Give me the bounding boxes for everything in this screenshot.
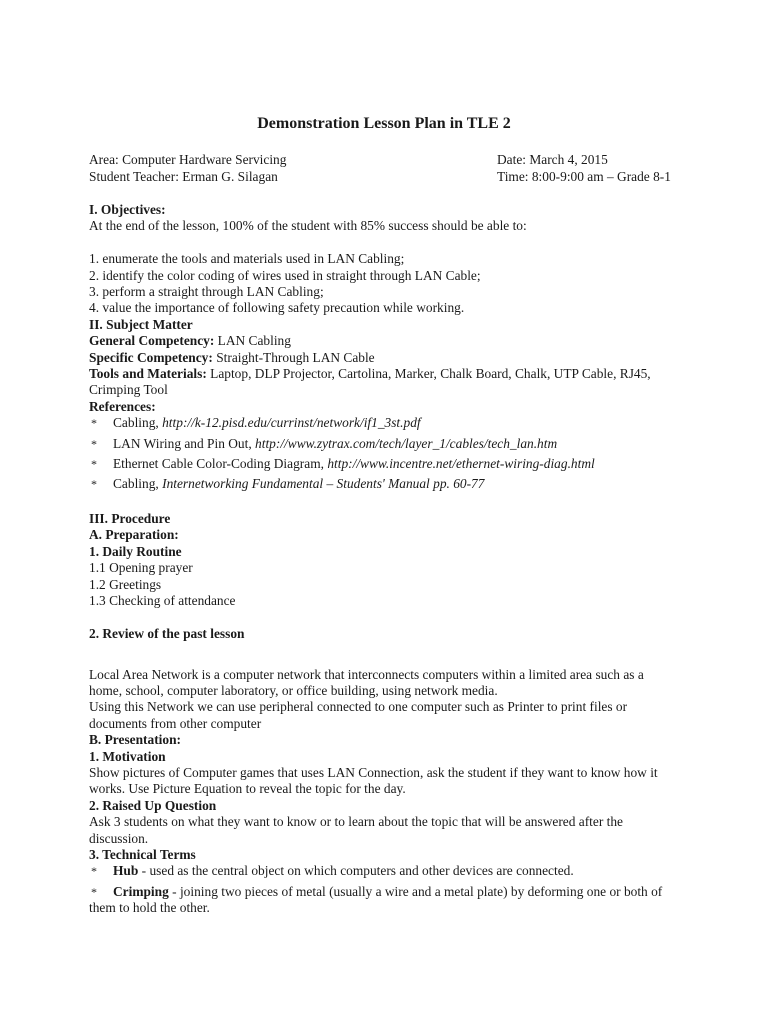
reference-text: LAN Wiring and Pin Out, [113, 435, 256, 451]
objective-item: 2. identify the color coding of wires used in straight through LAN Cable; [89, 267, 481, 283]
objective-item: 4. value the importance of following safety precaution while working. [89, 300, 465, 316]
specific-competency-value: Straight-Through LAN Cable [212, 349, 375, 365]
routine-item: 1.3 Checking of attendance [89, 592, 236, 608]
review-text: Using this Network we can use peripheral connected to one computer such as Printer to print files or [89, 699, 628, 715]
tools-materials-value: Laptop, DLP Projector, Cartolina, Marker, Chalk Board, Chalk, UTP Cable, RJ45, [206, 366, 651, 382]
student-teacher-field: Student Teacher: Erman G. Silagan [89, 169, 278, 184]
objectives-intro: At the end of the lesson, 100% of the student with 85% success should be able to: [89, 218, 527, 234]
area-field: Area: Computer Hardware Servicing [89, 152, 287, 167]
reference-item [89, 436, 689, 452]
procedure-heading: III. Procedure [89, 510, 171, 526]
routine-item: 1.1 Opening prayer [89, 560, 193, 576]
motivation-text: works. Use Picture Equation to reveal the topic for the day. [89, 781, 406, 797]
reference-text: Cabling, [113, 476, 163, 492]
date-field: Date: March 4, 2015 [497, 152, 608, 167]
tools-materials-cont: Crimping Tool [89, 382, 168, 398]
tools-materials-label: Tools and Materials: [89, 366, 207, 382]
objective-item: 3. perform a straight through LAN Cabling; [89, 284, 324, 300]
specific-competency-label: Specific Competency: [89, 349, 213, 365]
presentation-heading: B. Presentation: [89, 732, 181, 748]
time-field: Time: 8:00-9:00 am – Grade 8-1 [497, 169, 671, 184]
raised-question-text: Ask 3 students on what they want to know or to learn about the topic that will be answered after the [89, 814, 624, 830]
objectives-heading: I. Objectives: [89, 202, 166, 217]
general-competency [89, 333, 689, 349]
reference-item [89, 456, 689, 472]
page-title: Demonstration Lesson Plan in TLE 2 [257, 115, 511, 132]
bullet-star-icon: * [91, 436, 97, 451]
reference-citation: Internetworking Fundamental – Students' Manual pp. 60-77 [162, 476, 485, 492]
specific-competency [89, 350, 689, 366]
term-definition-cont: them to hold the other. [89, 900, 210, 916]
review-text: Local Area Network is a computer network that interconnects computers within a limited area such as a [89, 666, 644, 682]
bullet-star-icon: * [91, 457, 97, 472]
objective-item: 1. enumerate the tools and materials used in LAN Cabling; [89, 251, 405, 267]
review-text: home, school, computer laboratory, or office building, using network media. [89, 682, 498, 698]
reference-link[interactable]: http://k-12.pisd.edu/currinst/network/if1_3st.pdf [162, 415, 421, 431]
reference-link[interactable]: http://www.zytrax.com/tech/layer_1/cables/tech_lan.htm [255, 435, 558, 451]
reference-item [89, 415, 689, 431]
raised-question-heading: 2. Raised Up Question [89, 797, 217, 813]
term-definition: - joining two pieces of metal (usually a wire and a metal plate) by deforming one or both of [168, 883, 663, 899]
term-definition: - used as the central object on which computers and other devices are connected. [138, 863, 574, 879]
routine-item: 1.2 Greetings [89, 576, 162, 592]
preparation-heading: A. Preparation: [89, 527, 179, 543]
lesson-content [89, 202, 689, 917]
reference-text: Ethernet Cable Color-Coding Diagram, [113, 456, 328, 472]
raised-question-text: discussion. [89, 830, 149, 846]
motivation-heading: 1. Motivation [89, 748, 166, 764]
reference-link[interactable]: http://www.incentre.net/ethernet-wiring-diag.html [327, 456, 595, 472]
general-competency-value: LAN Cabling [214, 333, 291, 349]
reference-text: Cabling, [113, 415, 163, 431]
general-competency-label: General Competency: [89, 333, 215, 349]
bullet-star-icon: * [91, 864, 97, 879]
daily-routine-heading: 1. Daily Routine [89, 543, 182, 559]
motivation-text: Show pictures of Computer games that uses LAN Connection, ask the student if they want to know how it [89, 764, 658, 780]
bullet-star-icon: * [91, 416, 97, 431]
subject-matter-heading: II. Subject Matter [89, 316, 193, 332]
reference-item [89, 476, 689, 492]
references-heading: References: [89, 398, 156, 414]
review-text: documents from other computer [89, 715, 262, 731]
bullet-star-icon: * [91, 477, 97, 492]
term-item [89, 884, 689, 900]
term-name: Hub [113, 863, 139, 879]
term-item [89, 863, 689, 879]
tools-materials [89, 366, 689, 382]
technical-terms-heading: 3. Technical Terms [89, 846, 196, 862]
bullet-star-icon: * [91, 884, 97, 899]
review-heading: 2. Review of the past lesson [89, 625, 245, 641]
term-name: Crimping [113, 883, 169, 899]
